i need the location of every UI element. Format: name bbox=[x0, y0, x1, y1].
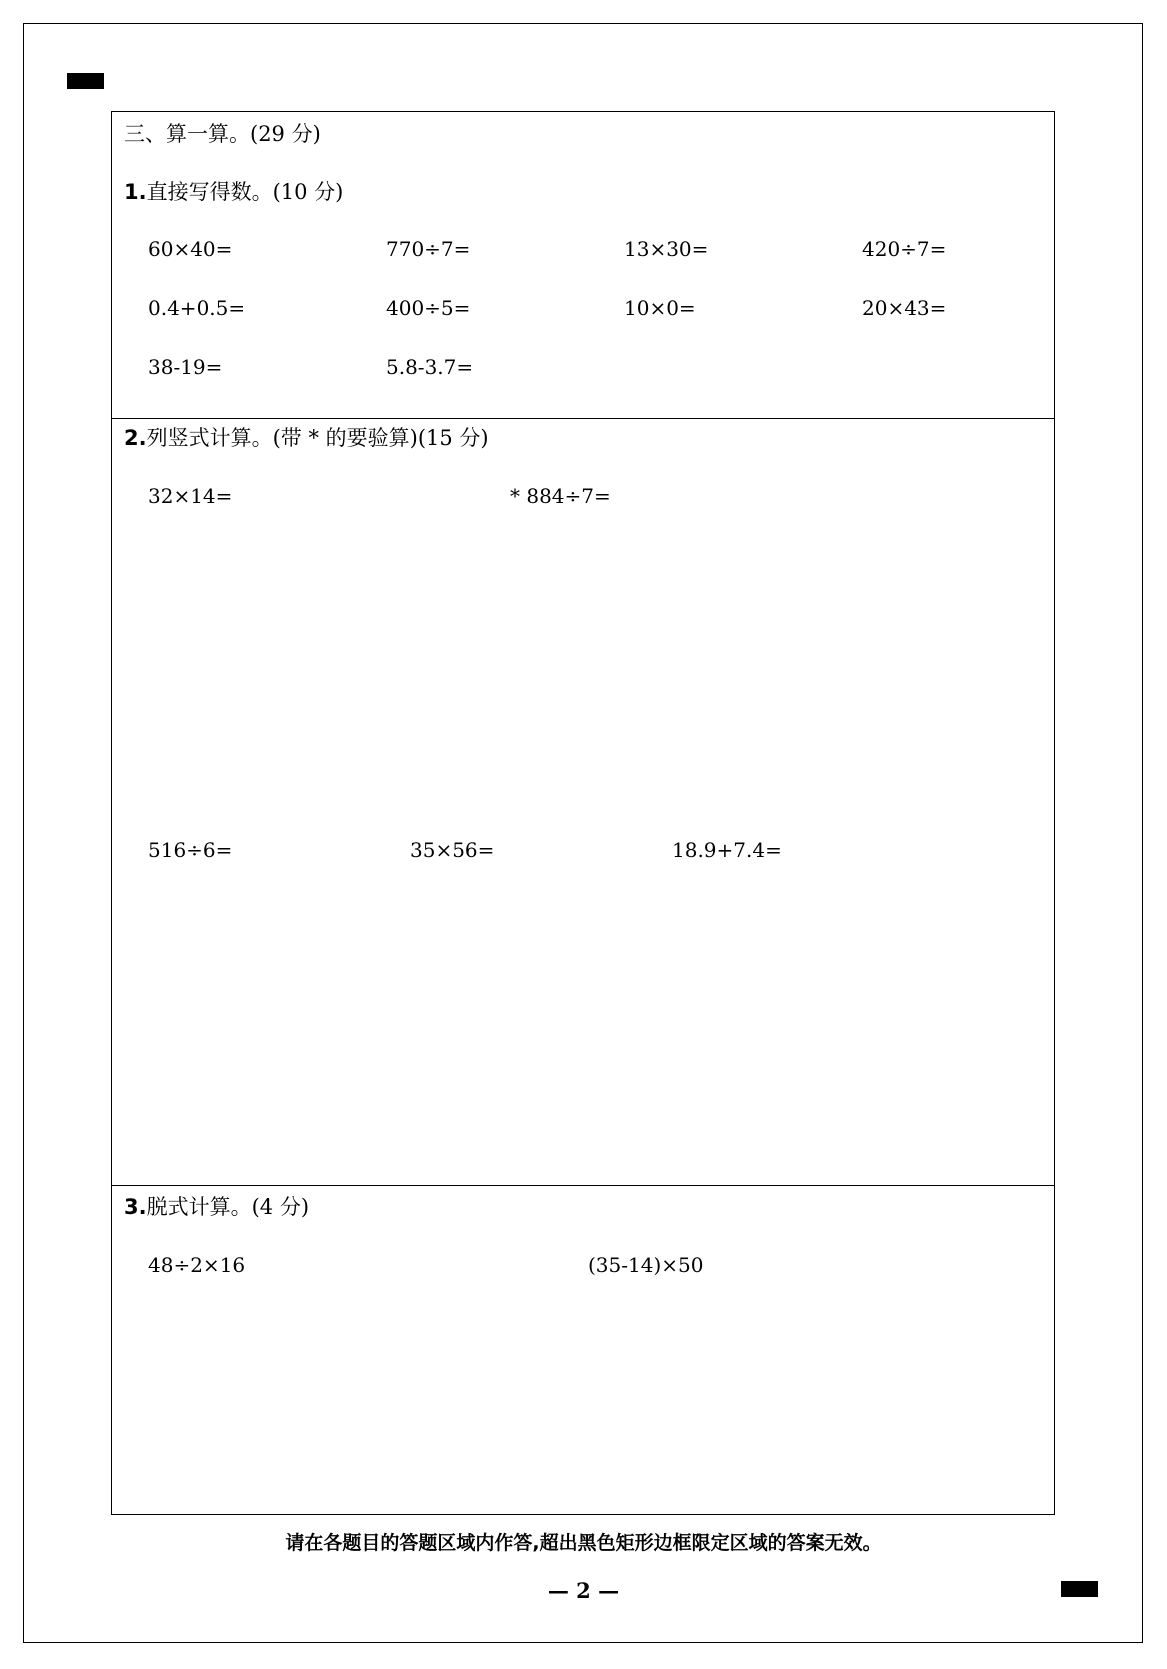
part2-number: 2. bbox=[124, 426, 147, 450]
expression: 5.8-3.7= bbox=[386, 355, 474, 379]
part3-title: 脱式计算。(4 分) bbox=[146, 1195, 310, 1219]
section-direct-calculation bbox=[112, 112, 1054, 419]
part3-number: 3. bbox=[124, 1195, 147, 1219]
expression: 516÷6= bbox=[148, 838, 233, 862]
section-step-calculation bbox=[112, 1185, 1054, 1514]
expression: 38-19= bbox=[148, 355, 223, 379]
section-title: 三、算一算。(29 分) bbox=[124, 122, 321, 146]
part2-heading bbox=[124, 426, 489, 450]
expression: 32×14= bbox=[148, 484, 233, 508]
expression: 48÷2×16 bbox=[148, 1253, 246, 1277]
expression: 13×30= bbox=[624, 237, 709, 261]
expression: 420÷7= bbox=[862, 237, 947, 261]
expression: * 884÷7= bbox=[510, 484, 611, 508]
expression: 0.4+0.5= bbox=[148, 296, 246, 320]
section-vertical-calculation bbox=[112, 418, 1054, 1186]
expression: 400÷5= bbox=[386, 296, 471, 320]
expression: 770÷7= bbox=[386, 237, 471, 261]
answer-area-notice: 请在各题目的答题区域内作答,超出黑色矩形边框限定区域的答案无效。 bbox=[285, 1532, 882, 1554]
expression: 35×56= bbox=[410, 838, 495, 862]
alignment-marker-top-left bbox=[67, 73, 104, 89]
expression: 10×0= bbox=[624, 296, 696, 320]
expression: (35-14)×50 bbox=[588, 1253, 704, 1277]
expression: 60×40= bbox=[148, 237, 233, 261]
part1-title: 直接写得数。(10 分) bbox=[146, 180, 344, 204]
answer-frame bbox=[111, 111, 1055, 1515]
expression: 20×43= bbox=[862, 296, 947, 320]
page-number: — 2 — bbox=[547, 1578, 620, 1603]
part1-number: 1. bbox=[124, 180, 147, 204]
part2-title: 列竖式计算。(带 * 的要验算)(15 分) bbox=[146, 426, 489, 450]
expression: 18.9+7.4= bbox=[672, 838, 782, 862]
part3-heading bbox=[124, 1195, 309, 1219]
part1-heading bbox=[124, 180, 343, 204]
